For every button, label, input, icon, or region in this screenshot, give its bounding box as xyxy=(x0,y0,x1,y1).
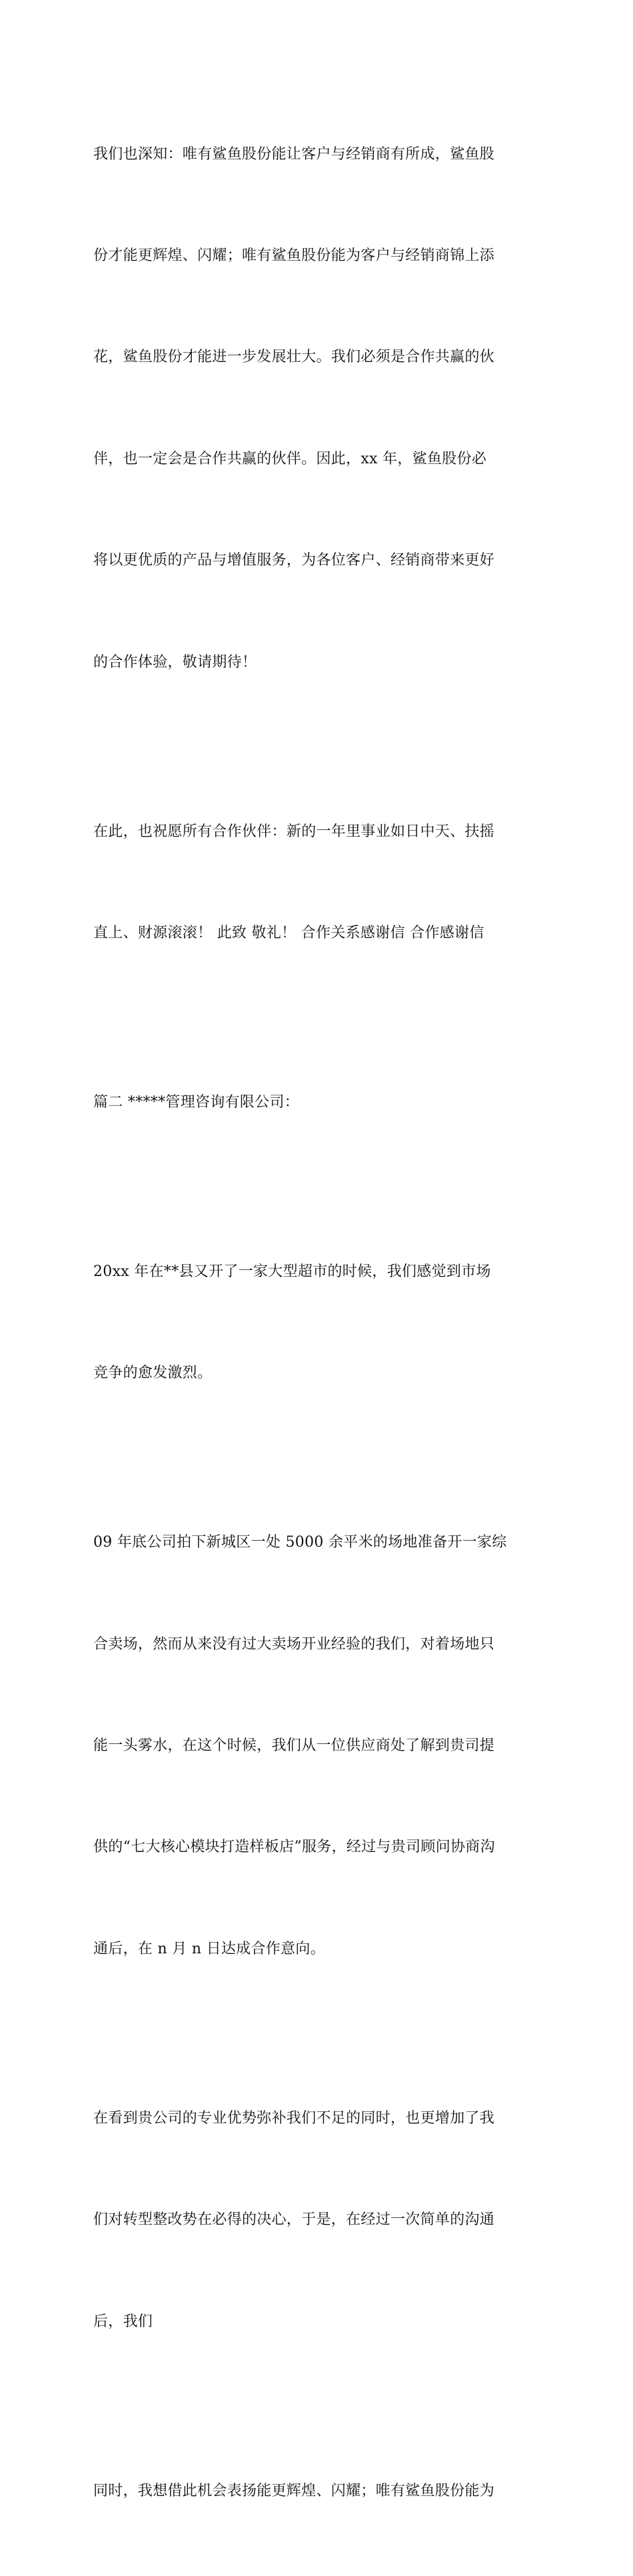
text-line: 在此，也祝愿所有合作伙伴：新的一年里事业如日中天、扶摇 xyxy=(93,823,495,840)
text-line: 花，鲨鱼股份才能进一步发展壮大。我们必须是合作共赢的伙 xyxy=(93,349,495,366)
text-line: 供的“七大核心模块打造样板店”服务，经过与贵司顾问协商沟 xyxy=(93,1839,495,1856)
text-line: 直上、财源滚滚！ 此致 敬礼！ 合作关系感谢信 合作感谢信 xyxy=(93,924,484,941)
paragraph-2 xyxy=(93,747,546,1018)
text-line: 后，我们 xyxy=(93,2313,153,2330)
paragraph-5 xyxy=(93,2034,546,2407)
text-line: 们对转型整改势在必得的决心，于是，在经过一次简单的沟通 xyxy=(93,2211,495,2229)
text-line: 我们也深知：唯有鲨鱼股份能让客户与经销商有所成，鲨鱼股 xyxy=(93,145,495,163)
text-line: 同时，我想借此机会表扬能更辉煌、闪耀；唯有鲨鱼股份能为 xyxy=(93,2482,495,2499)
text-line: 篇二 *****管理咨询有限公司： xyxy=(93,1093,300,1111)
text-line: 09 年底公司拍下新城区一处 5000 余平米的场地准备开一家综 xyxy=(93,1534,507,1551)
text-line: 20xx 年在**县又开了一家大型超市的时候，我们感觉到市场 xyxy=(93,1263,491,1280)
paragraph-6 xyxy=(93,2407,546,2576)
text-line: 伴，也一定会是合作共赢的伙伴。因此，xx 年，鲨鱼股份必 xyxy=(93,450,487,467)
text-line: 将以更优质的产品与增值服务，为各位客户、经销商带来更好 xyxy=(93,552,495,569)
text-line: 份才能更辉煌、闪耀；唯有鲨鱼股份能为客户与经销商锦上添 xyxy=(93,247,495,264)
paragraph-3 xyxy=(93,1187,546,1458)
paragraph-4 xyxy=(93,1459,546,2035)
text-line: 的合作体验，敬请期待！ xyxy=(93,653,257,671)
text-line: 竞争的愈发激烈。 xyxy=(93,1365,213,1382)
document-body xyxy=(93,70,546,2576)
text-line: 能一头雾水，在这个时候，我们从一位供应商处了解到贵司提 xyxy=(93,1737,495,1755)
text-line: 通后，在 n 月 n 日达成合作意向。 xyxy=(93,1940,326,1957)
text-line: 在看到贵公司的专业优势弥补我们不足的同时，也更增加了我 xyxy=(93,2109,495,2127)
paragraph-1 xyxy=(93,70,546,747)
section-heading-part-two xyxy=(93,1018,546,1187)
text-line: 合卖场，然而从来没有过大卖场开业经验的我们，对着场地只 xyxy=(93,1635,495,1653)
